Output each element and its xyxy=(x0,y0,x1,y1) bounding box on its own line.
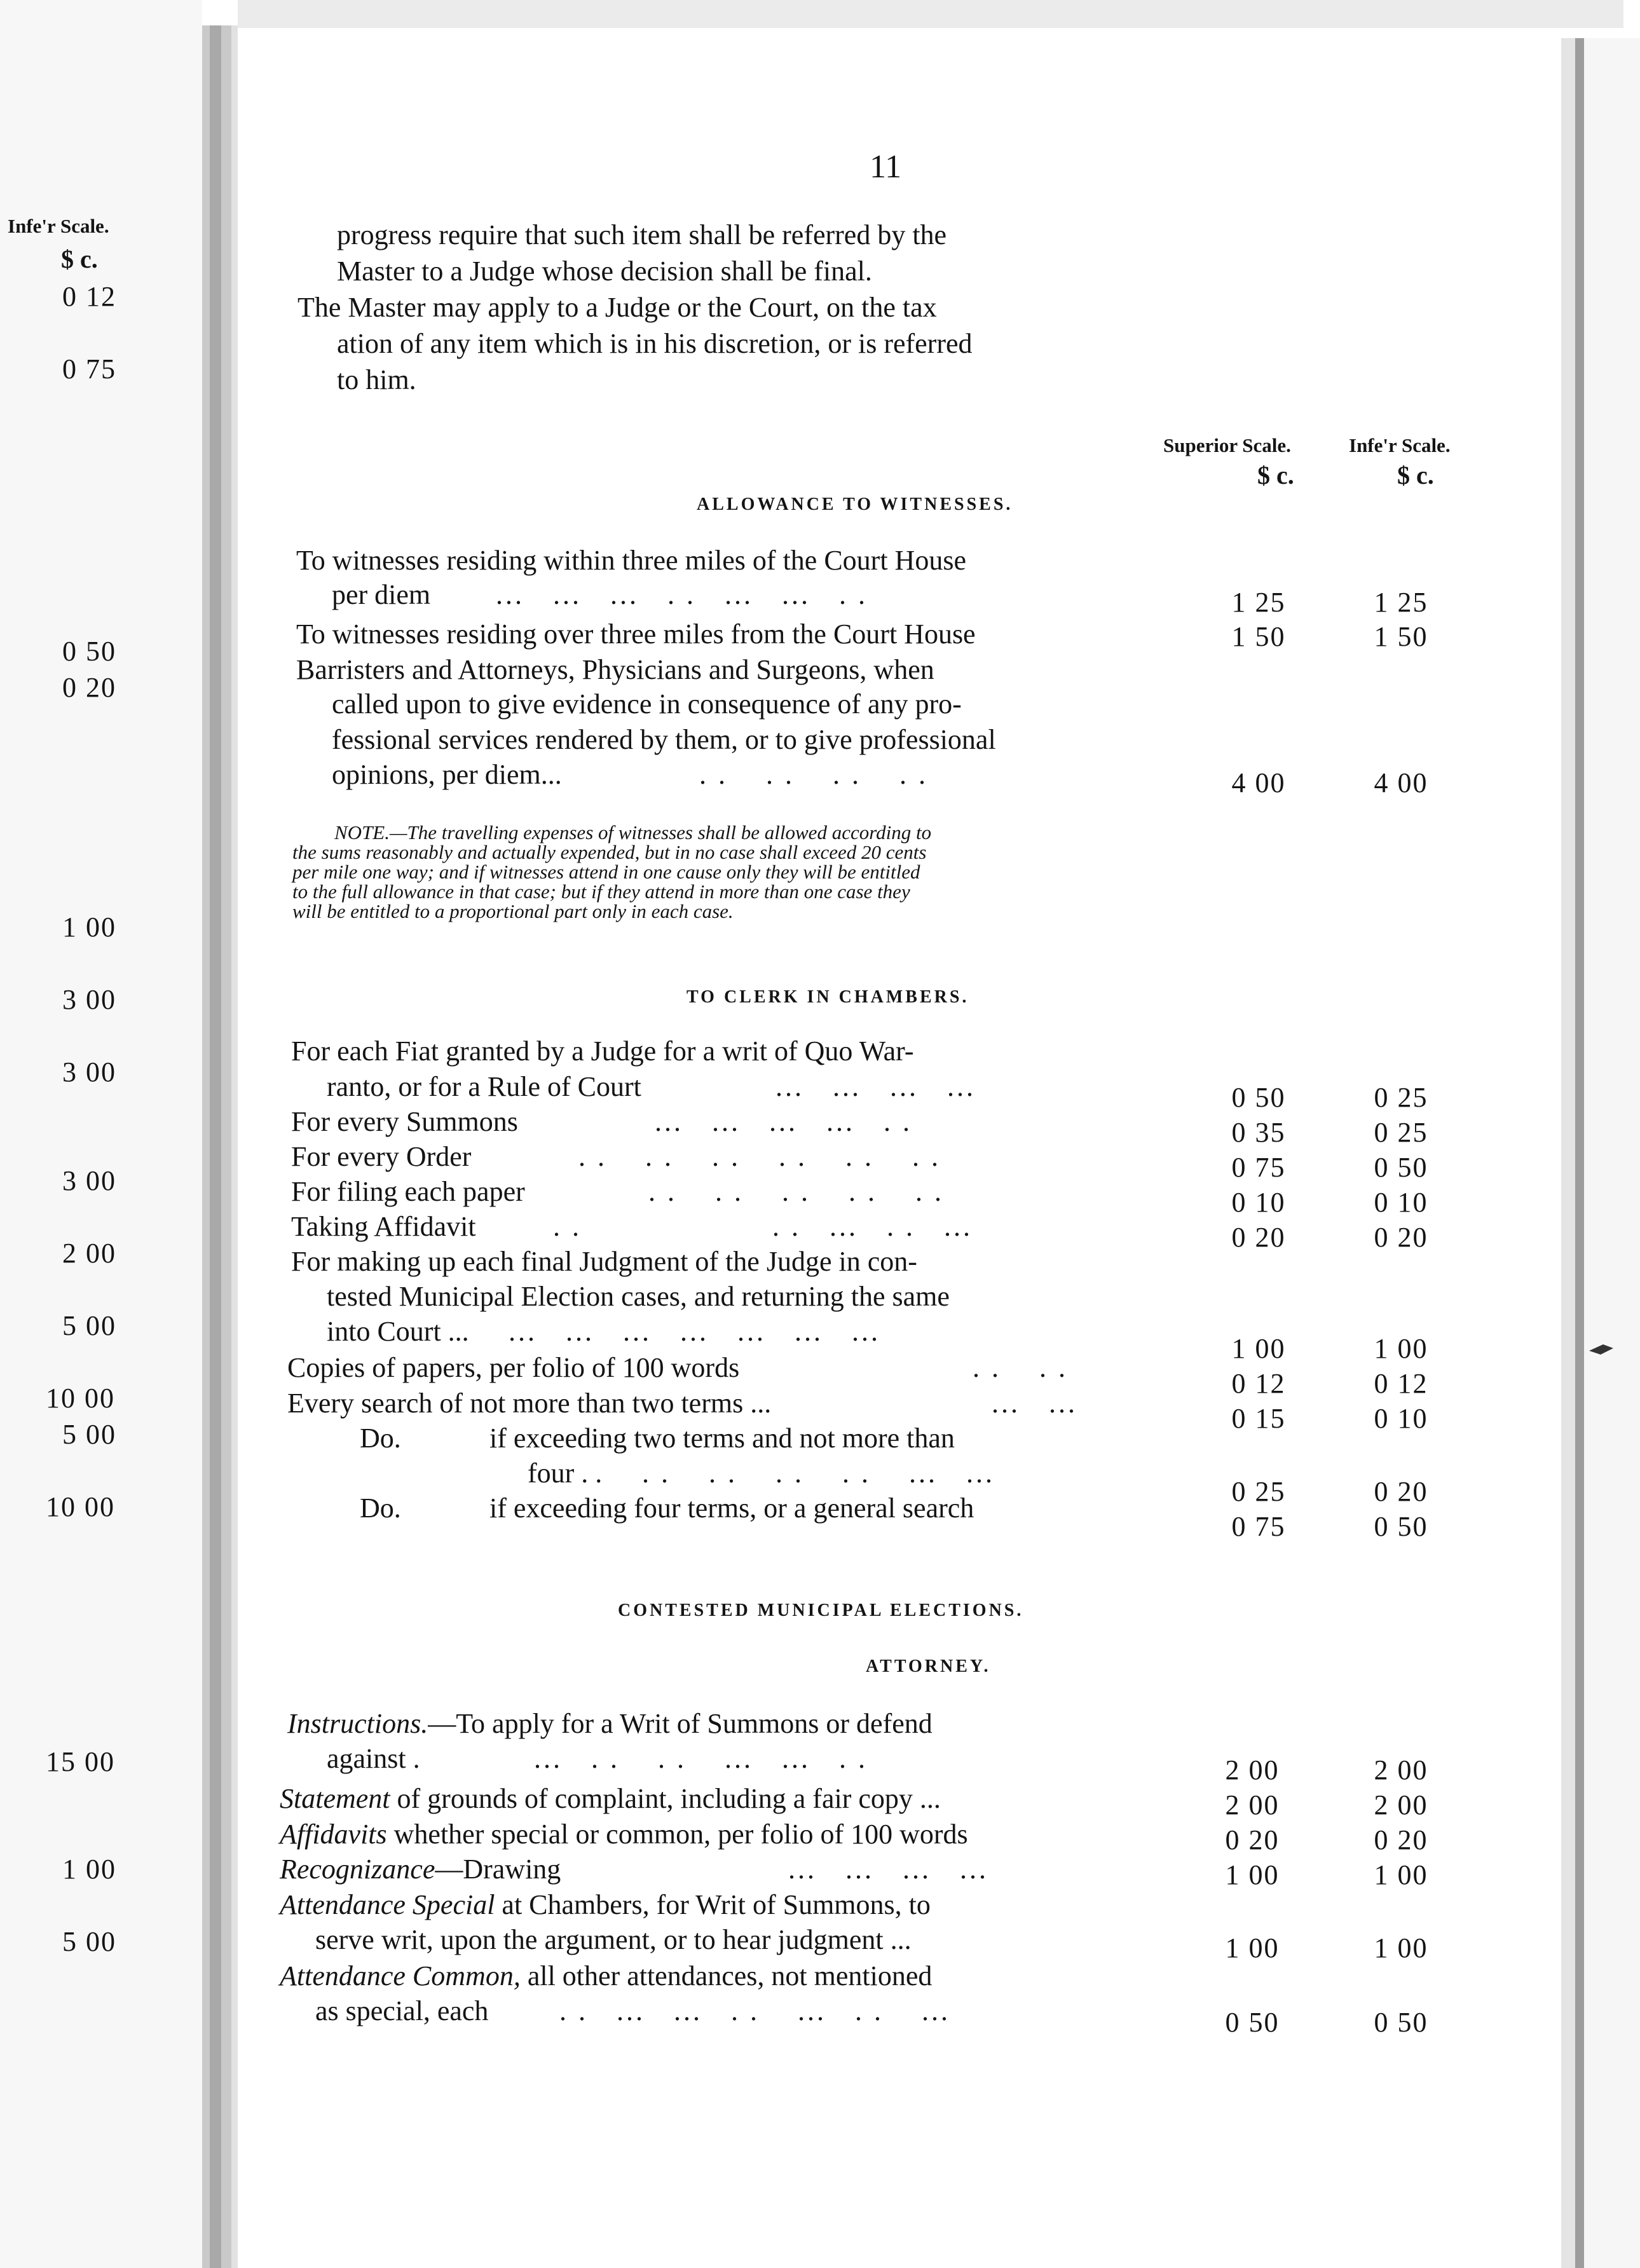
leader-dots: . . . . . . . . ... ... xyxy=(642,1458,995,1489)
left-margin-value: 10 00 xyxy=(46,1383,115,1414)
left-margin-value: 3 00 xyxy=(62,1056,116,1088)
entry-text-rest: —Drawing xyxy=(435,1854,561,1885)
superior-fee: 4 00 xyxy=(1231,767,1286,798)
leader-dots: . . . . . . . . xyxy=(699,759,928,790)
ditto-label: Do. xyxy=(360,1493,401,1524)
inferior-scale-header: Infe'r Scale. xyxy=(1349,434,1451,456)
left-margin-value: 1 00 xyxy=(62,1854,116,1885)
superior-fee: 0 75 xyxy=(1231,1152,1286,1183)
left-margin-value: 10 00 xyxy=(46,1491,115,1522)
entry-text xyxy=(280,1785,941,1813)
entry-italic-label: Attendance Special xyxy=(280,1889,495,1920)
inferior-fee: 0 25 xyxy=(1374,1117,1428,1148)
entry-text: as special, each xyxy=(315,1995,489,2026)
superior-fee: 1 00 xyxy=(1225,1932,1280,1964)
left-margin-value: 0 75 xyxy=(62,353,116,385)
superior-fee: 2 00 xyxy=(1225,1754,1280,1786)
entry-text-rest: —To apply for a Writ of Summons or defend xyxy=(428,1708,933,1739)
inferior-fee: 0 12 xyxy=(1374,1368,1428,1399)
leader-dots: ... ... ... ... xyxy=(788,1854,988,1885)
entry-italic-label: Affidavits xyxy=(280,1819,387,1850)
inferior-fee: 0 25 xyxy=(1374,1082,1428,1113)
leader-dots: ... ... ... ... . . xyxy=(655,1106,912,1137)
superior-fee: 0 20 xyxy=(1225,1824,1280,1855)
inferior-fee: 4 00 xyxy=(1374,767,1428,798)
inferior-fee: 2 00 xyxy=(1374,1789,1428,1821)
entry-text: For filing each paper xyxy=(291,1176,525,1207)
page-number: 11 xyxy=(870,149,902,185)
left-margin-value: 3 00 xyxy=(62,1165,116,1196)
inferior-fee: 0 20 xyxy=(1374,1222,1428,1253)
superior-fee: 0 12 xyxy=(1231,1368,1286,1399)
ditto-label: Do. xyxy=(360,1423,401,1454)
entry-text-rest: all other attendances, not mentioned xyxy=(520,1960,933,1991)
left-margin-value: 15 00 xyxy=(46,1746,115,1777)
entry-italic-label: Instructions. xyxy=(287,1708,428,1739)
intro-line: progress require that such item shall be referred by the xyxy=(337,219,947,250)
left-margin-value: 5 00 xyxy=(62,1419,116,1450)
entry-text: if exceeding two terms and not more than xyxy=(489,1423,955,1454)
left-margin-value: 3 00 xyxy=(62,984,116,1015)
entry-text: To witnesses residing within three miles of the Court House xyxy=(296,545,966,576)
superior-fee: 1 00 xyxy=(1231,1333,1286,1364)
leader-dots: ... . . . . ... ... . . xyxy=(534,1743,868,1774)
superior-fee: 0 75 xyxy=(1231,1511,1286,1542)
superior-fee: 2 00 xyxy=(1225,1789,1280,1821)
inferior-fee: 1 00 xyxy=(1374,1333,1428,1364)
entry-text-rest: whether special or common, per folio of 100 words xyxy=(386,1819,968,1850)
leader-dots: . . . . . . . . . . . . xyxy=(578,1141,941,1172)
inferior-fee: 0 10 xyxy=(1374,1403,1428,1434)
left-margin-value: 2 00 xyxy=(62,1238,116,1269)
entry-text: Taking Affidavit xyxy=(291,1211,476,1242)
left-margin-value: 5 00 xyxy=(62,1310,116,1341)
superior-units: $ c. xyxy=(1257,461,1294,489)
entry-text: into Court ... xyxy=(327,1316,469,1347)
section-heading: CONTESTED MUNICIPAL ELECTIONS. xyxy=(618,1601,1024,1620)
entry-text: tested Municipal Election cases, and returning the same xyxy=(327,1281,950,1312)
left-margin-value: 0 50 xyxy=(62,636,116,667)
superior-fee: 0 20 xyxy=(1231,1222,1286,1253)
leader-dots: ... ... ... ... ... ... ... xyxy=(509,1316,880,1347)
inferior-fee: 1 25 xyxy=(1374,587,1428,618)
entry-text: opinions, per diem... xyxy=(332,759,562,790)
leader-dots: . . . . . . . . . . xyxy=(648,1176,944,1207)
note-line: per mile one way; and if witnesses attend in one cause only they will be entitled xyxy=(292,861,920,883)
intro-line: ation of any item which is in his discretion, or is referred xyxy=(337,328,973,359)
entry-text xyxy=(280,1855,561,1883)
inferior-fee: 1 50 xyxy=(1374,621,1428,652)
note-line: NOTE.—The travelling expenses of witnesses shall be allowed according to xyxy=(334,821,932,844)
superior-fee: 0 25 xyxy=(1231,1476,1286,1507)
entry-text: serve writ, upon the argument, or to hear judgment ... xyxy=(315,1924,912,1955)
entry-text: ranto, or for a Rule of Court xyxy=(327,1071,641,1102)
entry-text: To witnesses residing over three miles from the Court House xyxy=(296,618,976,650)
entry-text: called upon to give evidence in consequence of any pro- xyxy=(332,688,962,720)
entry-text: For every Summons xyxy=(291,1106,518,1137)
entry-text: per diem xyxy=(332,579,431,610)
entry-text: if exceeding four terms, or a general search xyxy=(489,1493,974,1524)
entry-italic-label: Attendance Common, xyxy=(280,1960,521,1991)
entry-text xyxy=(280,1891,931,1919)
leader-dots: . . . . xyxy=(973,1352,1068,1383)
note-line: the sums reasonably and actually expended, but in no case shall exceed 20 cents xyxy=(292,841,927,863)
superior-fee: 0 50 xyxy=(1231,1082,1286,1113)
left-margin-units: $ c. xyxy=(61,245,98,273)
superior-fee: 1 00 xyxy=(1225,1859,1280,1890)
left-margin-value: 0 20 xyxy=(62,672,116,703)
leader-dots: ... ... ... ... xyxy=(776,1071,976,1102)
entry-text: For every Order xyxy=(291,1141,472,1172)
inferior-fee: 1 00 xyxy=(1374,1932,1428,1964)
left-margin-value: 0 12 xyxy=(62,281,116,312)
entry-text xyxy=(280,1821,968,1848)
left-margin-header: Infe'r Scale. xyxy=(8,215,109,237)
superior-fee: 0 15 xyxy=(1231,1403,1286,1434)
entry-text xyxy=(287,1710,933,1738)
inferior-fee: 0 50 xyxy=(1374,1152,1428,1183)
entry-italic-label: Statement xyxy=(280,1783,390,1814)
intro-line: The Master may apply to a Judge or the Court, on the tax xyxy=(297,292,937,323)
entry-text: Barristers and Attorneys, Physicians and Surgeons, when xyxy=(296,654,934,685)
inferior-fee: 2 00 xyxy=(1374,1754,1428,1786)
leader-dots: ... ... ... . . ... ... . . xyxy=(496,579,868,610)
entry-text: against . xyxy=(327,1743,420,1774)
inferior-fee: 0 50 xyxy=(1374,1511,1428,1542)
section-heading: TO CLERK IN CHAMBERS. xyxy=(687,987,969,1007)
leader-dots: . . . . ... . . ... xyxy=(553,1211,973,1242)
entry-text: four . . xyxy=(528,1458,603,1489)
inferior-fee: 0 20 xyxy=(1374,1824,1428,1855)
leader-dots: . . ... ... . . ... . . ... xyxy=(559,1995,950,2026)
superior-scale-header: Superior Scale. xyxy=(1163,434,1291,456)
note-line: will be entitled to a proportional part only in each case. xyxy=(292,900,734,922)
entry-text: For making up each final Judgment of the Judge in con- xyxy=(291,1246,917,1277)
entry-text-rest: at Chambers, for Writ of Summons, to xyxy=(495,1889,931,1920)
inferior-fee: 0 20 xyxy=(1374,1476,1428,1507)
superior-fee: 0 50 xyxy=(1225,2007,1280,2038)
superior-fee: 0 35 xyxy=(1231,1117,1286,1148)
entry-text xyxy=(280,1962,932,1990)
left-margin-value: 5 00 xyxy=(62,1926,116,1957)
entry-text-rest: of grounds of complaint, including a fair copy ... xyxy=(390,1783,941,1814)
leader-dots: ... ... xyxy=(992,1388,1077,1419)
left-margin-value: 1 00 xyxy=(62,912,116,943)
inferior-fee: 1 00 xyxy=(1374,1859,1428,1890)
section-heading: ALLOWANCE TO WITNESSES. xyxy=(697,495,1013,514)
superior-fee: 0 10 xyxy=(1231,1187,1286,1218)
superior-fee: 1 50 xyxy=(1231,621,1286,652)
superior-fee: 1 25 xyxy=(1231,587,1286,618)
inferior-fee: 0 10 xyxy=(1374,1187,1428,1218)
entry-italic-label: Recognizance xyxy=(280,1854,435,1885)
note-line: to the full allowance in that case; but if they attend in more than one case they xyxy=(292,880,910,903)
intro-line: to him. xyxy=(337,364,416,395)
inferior-units: $ c. xyxy=(1397,461,1434,489)
entry-text: For each Fiat granted by a Judge for a writ of Quo War- xyxy=(291,1035,914,1067)
entry-text: Every search of not more than two terms ... xyxy=(287,1388,772,1419)
inferior-fee: 0 50 xyxy=(1374,2007,1428,2038)
section-subheading: ATTORNEY. xyxy=(866,1657,991,1676)
entry-text: fessional services rendered by them, or to give professional xyxy=(332,724,996,755)
intro-line: Master to a Judge whose decision shall be final. xyxy=(337,256,872,287)
entry-text: Copies of papers, per folio of 100 words xyxy=(287,1352,740,1383)
